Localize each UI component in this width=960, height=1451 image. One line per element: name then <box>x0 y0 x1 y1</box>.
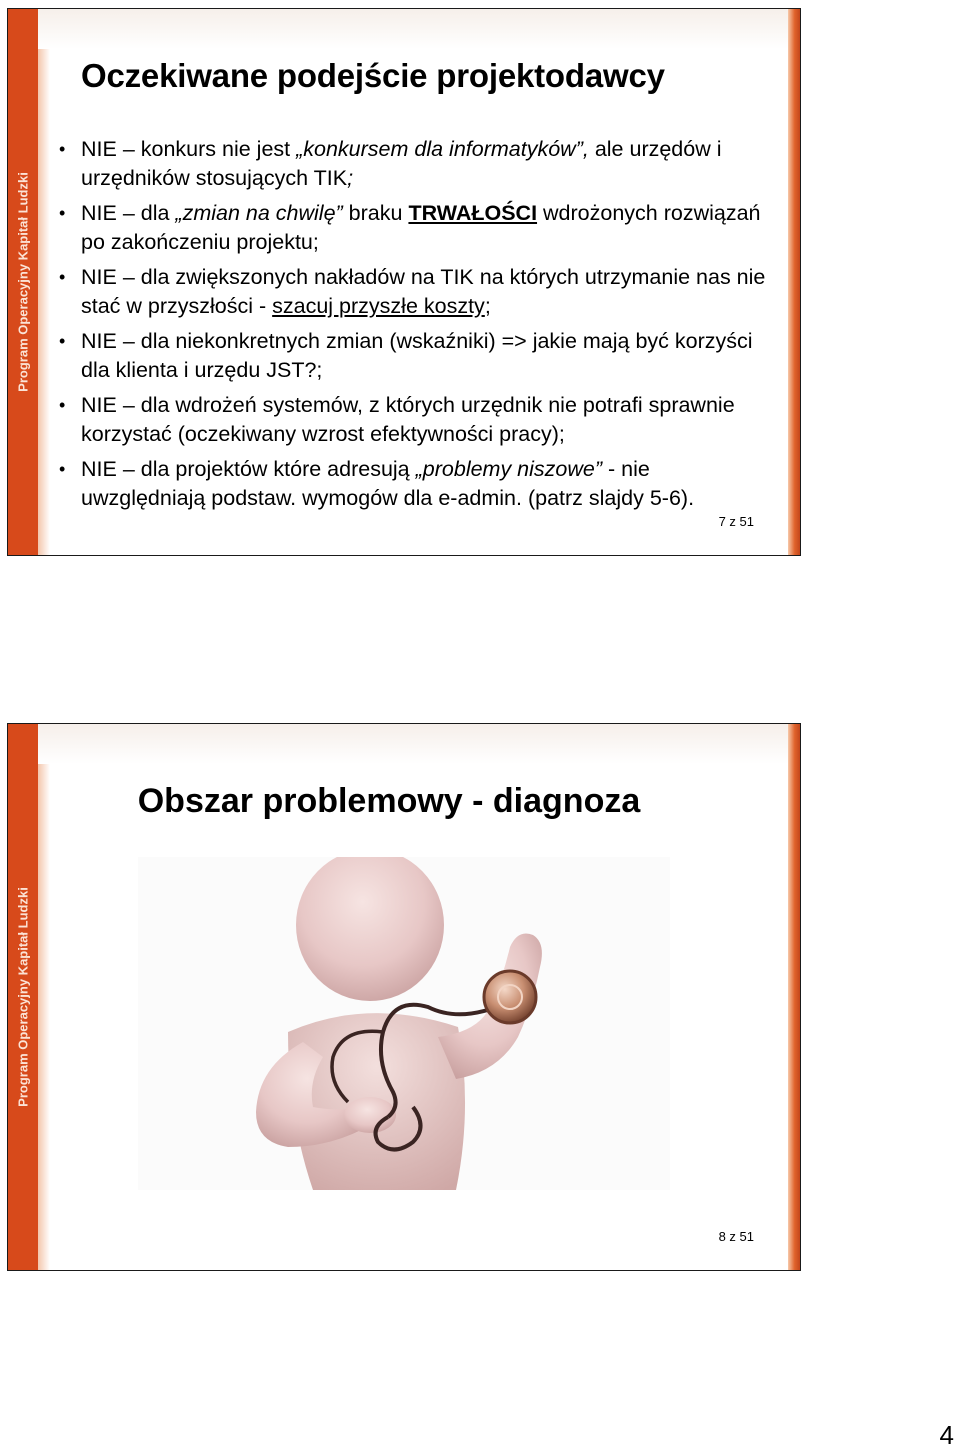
bullet-text: NIE – dla <box>81 201 176 225</box>
bullet-icon: • <box>59 331 66 351</box>
bullet-italic: ; <box>347 166 354 190</box>
bullet-item <box>58 199 770 257</box>
bullet-text: NIE – dla niekonkretnych zmian (wskaźniki) => jakie mają być korzyści dla klienta i urzędu JST?; <box>81 329 753 382</box>
slide-page-number: 7 z 51 <box>718 514 754 529</box>
bullet-italic: „konkursem dla informatyków”, <box>296 137 589 161</box>
bullet-list <box>58 135 770 519</box>
bullet-item <box>58 455 770 513</box>
document-page-number: 4 <box>939 1420 954 1450</box>
bullet-item <box>58 135 770 193</box>
program-label: Program Operacyjny Kapitał Ludzki <box>15 172 31 392</box>
doctor-figure-illustration <box>138 857 670 1190</box>
bullet-text: ; <box>484 294 491 318</box>
bullet-italic: „zmian na chwilę” <box>175 201 343 225</box>
slide-title: Oczekiwane podejście projektodawcy <box>81 57 665 94</box>
bullet-item <box>58 391 770 449</box>
bullet-text: wdrożonych rozwiązań po zakończeniu projektu; <box>81 201 761 254</box>
slide-right-edge <box>788 9 800 555</box>
bullet-text: - nie uwzględniają podstaw. wymogów dla e-admin. (patrz slajdy 5-6). <box>81 457 695 510</box>
figure-head <box>296 857 444 1001</box>
bullet-text: ale urzędów i urzędników stosujących TIK <box>81 137 722 190</box>
bullet-underline: szacuj przyszłe koszty <box>272 294 485 318</box>
bullet-icon: • <box>59 395 66 415</box>
bullet-text: NIE – dla projektów które adresują <box>81 457 416 481</box>
bullet-italic: „problemy niszowe” <box>415 457 603 481</box>
slide-page-number: 8 z 51 <box>718 1229 754 1244</box>
top-shade <box>38 9 788 49</box>
bullet-icon: • <box>59 203 66 223</box>
bullet-text: NIE – konkurs nie jest <box>81 137 297 161</box>
bullet-item <box>58 263 770 321</box>
program-label: Program Operacyjny Kapitał Ludzki <box>15 887 31 1107</box>
slide-title: Obszar problemowy - diagnoza <box>137 782 641 820</box>
program-side-band <box>8 9 38 555</box>
bullet-text: NIE – dla zwiększonych nakładów na TIK na których utrzymanie nas nie stać w przyszłości - <box>81 265 766 318</box>
bullet-icon: • <box>59 139 66 159</box>
bullet-text: NIE – dla wdrożeń systemów, z których urzędnik nie potrafi sprawnie korzystać (oczekiwany wzrost efektywności pracy); <box>81 393 735 446</box>
bullet-item <box>58 327 770 385</box>
bullet-icon: • <box>59 459 66 479</box>
top-shade <box>38 724 788 764</box>
bullet-icon: • <box>59 267 66 287</box>
band-fade <box>38 9 50 555</box>
slide-7 <box>7 8 801 556</box>
bullet-text: braku <box>342 201 409 225</box>
slide-8 <box>7 723 801 1271</box>
bullet-emphasis: TRWAŁOŚCI <box>408 201 538 225</box>
stethoscope-chestpiece-icon <box>484 971 536 1023</box>
